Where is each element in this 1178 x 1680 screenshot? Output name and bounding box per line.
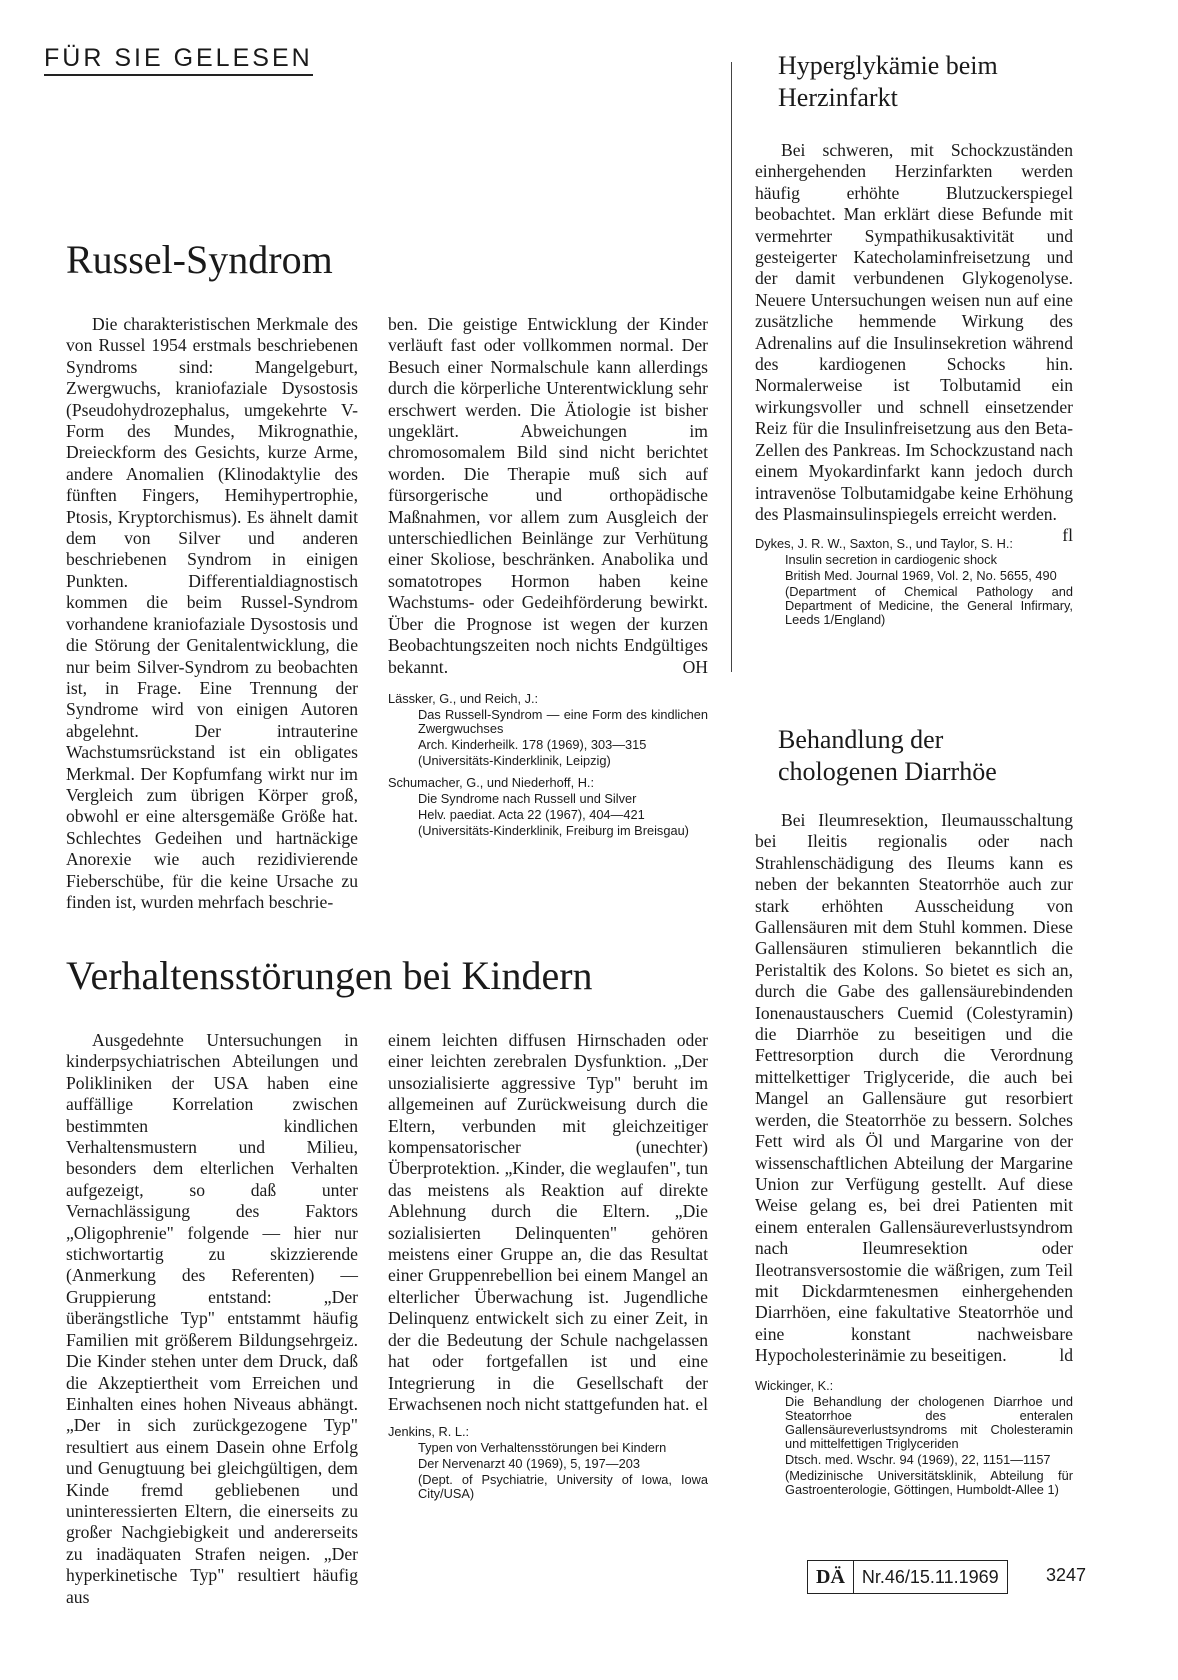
reference-entry [755, 1379, 1073, 1497]
reference-journal: Dtsch. med. Wschr. 94 (1969), 22, 1151—1157 [785, 1451, 1051, 1467]
issue-box [807, 1560, 1008, 1594]
reference-title: Die Syndrome nach Russell und Silver [418, 790, 637, 806]
reference-institution: (Dept. of Psychiatrie, University of Iowa, Iowa City/USA) [418, 1472, 708, 1502]
article-verhalten-col2 [388, 1030, 708, 1503]
reference-authors: Wickinger, K.: [755, 1377, 834, 1393]
article-hyperglykaemie-body [755, 140, 1073, 629]
author-signature: ld [1059, 1345, 1073, 1366]
page-number: 3247 [1046, 1565, 1087, 1585]
references-verhalten [388, 1425, 708, 1501]
reference-institution: (Medizinische Universitätsklinik, Abteilung für Gastroenterologie, Göttingen, Humboldt-Allee 1) [785, 1467, 1073, 1497]
article-diarrhoe-body [755, 810, 1073, 1499]
reference-journal: Helv. paediat. Acta 22 (1967), 404—421 [418, 806, 645, 822]
reference-entry [388, 776, 708, 838]
author-signature: el [695, 1393, 708, 1414]
article-russel-text-2: ben. Die geistige Entwicklung der Kinder verläuft fast oder vollkommen normal. Der Besuch einer Normalschule kann allerdings durch die körperliche Unterentwicklung sehr erschwert werden. Die Ätiologie ist bisher ungeklärt. Abweichungen im chromosomalem Bild sind nicht berichtet worden. Die Therapie muß sich auf fürsorgerische und orthopädische Maßnahmen, vor allem zum Ausgleich der unterschiedlichen Beinlänge zur Verhütung einer Skoliose, beschränken. Anabolika und somatotropes Hormon haben keine Wachstums- oder Gedeihförderung bewirkt. Über die Prognose ist wegen der kurzen Beobachtungszeiten noch nichts Endgültiges bekannt. OH [388, 314, 708, 677]
article-russel-col2 [388, 314, 708, 840]
column-divider [731, 62, 732, 672]
reference-journal: Arch. Kinderheilk. 178 (1969), 303—315 [418, 736, 647, 752]
article-verhalten-text-1: Ausgedehnte Untersuchungen in kinderpsychiatrischen Abteilungen und Polikliniken der USA haben eine auffällige Korrelation zwischen bestimmten kindlichen Verhaltensmustern und Milieu, besonders dem elterlichen Verhalten aufgezeigt, so daß unter Vernachlässigung des Faktors „Oligophrenie" folgende — hier nur stichwortartig zu skizzierende (Anmerkung des Referenten) — Gruppierung entstand: „Der überängstliche Typ" entstammt häufig Familien mit größerem Bildungsehrgeiz. Die Kinder stehen unter dem Druck, daß die Akzeptiertheit vom Erreichen und Einhalten eines hohen Niveaus abhängt. „Der in sich zurückgezogene Typ" resultiert aus einem Dasein ohne Erfolg und Genugtuung bei gleichgültigen, dem Kinde fremd gebliebenen und uninteressierten Eltern, die einerseits zu großer Nachgiebigkeit und andererseits zu inadäquaten Strafen neigen. „Der hyperkinetische Typ" resultiert häufig aus [66, 1030, 358, 1607]
reference-entry [388, 692, 708, 768]
reference-institution: (Department of Chemical Pathology and Department of Medicine, the General Infirmary, Leeds 1/England) [785, 584, 1073, 628]
article-title-verhalten: Verhaltensstörungen bei Kindern [66, 953, 593, 998]
reference-authors: Lässker, G., und Reich, J.: [388, 690, 539, 706]
journal-logo: DÄ [808, 1561, 854, 1593]
author-signature: fl [1062, 525, 1073, 546]
reference-title: Das Russell-Syndrom — eine Form des kindlichen Zwergwuchses [418, 706, 708, 736]
reference-entry [755, 537, 1073, 627]
section-rubric: FÜR SIE GELESEN [44, 44, 313, 76]
article-title-russel: Russel-Syndrom [66, 237, 333, 282]
references-russel [388, 692, 708, 838]
reference-title: Typen von Verhaltensstörungen bei Kindern [418, 1440, 667, 1456]
article-hyperglykaemie-text: Bei schweren, mit Schockzuständen einhergehenden Herzinfarkten werden häufig erhöhte Blutzuckerspiegel beobachtet. Man erklärt diese Befunde mit vermehrter Sympathikusaktivität und gesteigerter Katecholaminfreisetzung und der damit verbundenen Glykogenolyse. Neuere Untersuchungen weisen nun auf eine zusätzliche hemmende Wirkung des Adrenalins auf die Insulinsekretion während des kardiogenen Schocks hin. Normalerweise ist Tolbutamid ein wirkungsvoller und schnell einsetzender Reiz für die Insulinfreisetzung aus den Beta-Zellen des Pankreas. Im Schockzustand nach einem Myokardinfarkt kann jedoch durch intravenöse Tolbutamidgabe keine Erhöhung des Plasmainsulinspiegels erreicht werden. fl [755, 140, 1073, 546]
author-signature: OH [682, 656, 708, 677]
reference-journal: Der Nervenarzt 40 (1969), 5, 197—203 [418, 1456, 640, 1472]
reference-institution: (Universitäts-Kinderklinik, Freiburg im Breisgau) [418, 822, 689, 838]
reference-authors: Schumacher, G., und Niederhoff, H.: [388, 774, 595, 790]
article-russel-col1 [66, 314, 358, 913]
references-hyperglykaemie [755, 537, 1073, 627]
issue-number: Nr.46/15.11.1969 [861, 1566, 999, 1587]
article-russel-text-1: Die charakteristischen Merkmale des von Russel 1954 erstmals beschriebenen Syndroms sind: Mangelgeburt, Zwergwuchs, kraniofaziale Dysostosis (Pseudohydrozephalus, umgekehrte V-Form des Mundes, Mikrognathie, Dreieckform des Gesichts, kurze Arme, andere Anomalien (Klinodaktylie des fünften Fingers, Hemihypertrophie, Ptosis, Kryptorchismus). Es ähnelt damit dem von Silver und anderen beschriebenen Syndrom in einigen Punkten. Differentialdiagnostisch kommen die beim Russel-Syndrom vorhandene kraniofaziale Dysostosis und die Störung der Genitalentwicklung, die nur beim Silver-Syndrom zu beobachten ist, in Frage. Eine Trennung der Syndrome wird von einigen Autoren abgelehnt. Der intrauterine Wachstumsrückstand ist ein obligates Merkmal. Der Kopfumfang wirkt nur im Vergleich zum übrigen Körper groß, obwohl er eine altersgemäße Größe hat. Schlechtes Gedeihen und hartnäckige Anorexie wie auch rezidivierende Fieberschübe, für die keine Ursache zu finden ist, wurden mehrfach beschrie- [66, 314, 358, 912]
reference-authors: Jenkins, R. L.: [388, 1424, 470, 1440]
reference-authors: Dykes, J. R. W., Saxton, S., und Taylor, S. H.: [755, 536, 1013, 552]
reference-title: Die Behandlung der chologenen Diarrhoe und Steatorrhoe des enteralen Gallensäureverlustsyndroms mit Cholesteramin und mittelfettigen Triglyceriden [785, 1393, 1073, 1451]
reference-entry [388, 1425, 708, 1501]
article-diarrhoe-text: Bei Ileumresektion, Ileumausschaltung bei Ileitis regionalis oder nach Strahlenschädigung des Ileums kann es neben der bekannten Steatorrhöe auch zur stark erhöhten Ausscheidung von Gallensäuren mit dem Stuhl kommen. Diese Gallensäuren stimulieren bekanntlich die Peristaltik des Kolons. So bietet es sich an, durch die Gabe des gallensäurebindenden Ionenaustauschers Cuemid (Colestyramin) die Diarrhöe zu beseitigen und die Fettresorption durch die Verordnung mittelkettiger Triglyceride, die auch bei Mangel an Gallensäure gut resorbiert werden, die Steatorrhöe zu bessern. Solches Fett wird als Öl und Margarine von der wissenschaftlichen Abteilung der Margarine Union zur Verfügung gestellt. Auf diese Weise gelang es, bei drei Patienten mit einem enteralen Gallensäureverlustsyndrom nach Ileumresektion oder Ileotransversostomie die wäßrigen, zum Teil mit Dickdarmtenesmen einhergehenden Diarrhöen, eine fakultative Steatorrhöe und eine konstant nachweisbare Hypocholesterinämie zu beseitigen. ld [755, 810, 1073, 1366]
article-title-diarrhoe: Behandlung der chologenen Diarrhöe [778, 725, 997, 786]
reference-title: Insulin secretion in cardiogenic shock [785, 552, 997, 568]
article-title-hyperglykaemie: Hyperglykämie beim Herzinfarkt [778, 51, 998, 112]
reference-journal: British Med. Journal 1969, Vol. 2, No. 5655, 490 [785, 568, 1057, 584]
reference-institution: (Universitäts-Kinderklinik, Leipzig) [418, 752, 611, 768]
article-verhalten-col1 [66, 1030, 358, 1608]
references-diarrhoe [755, 1379, 1073, 1497]
article-verhalten-text-2: einem leichten diffusen Hirnschaden oder einer leichten zerebralen Dysfunktion. „Der unsozialisierte aggressive Typ" beruht im allgemeinen auf Zurückweisung durch die Eltern, verbunden mit gleichzeitiger kompensatorischer (unechter) Überprotektion. „Kinder, die weglaufen", tun das meistens als Reaktion auf direkte Ablehnung durch die Eltern. „Die sozialisierten Delinquenten" gehören meistens einer Gruppe an, die das Resultat einer Gruppenrebellion bei einem Mangel an elterlicher Überwachung ist. Jugendliche Delinquenz entwickelt sich zu einer Zeit, in der die Bedeutung der Schule nachgelassen hat oder fortgefallen ist und eine Integrierung in die Gesellschaft der Erwachsenen noch nicht stattgefunden hat. el [388, 1030, 708, 1414]
